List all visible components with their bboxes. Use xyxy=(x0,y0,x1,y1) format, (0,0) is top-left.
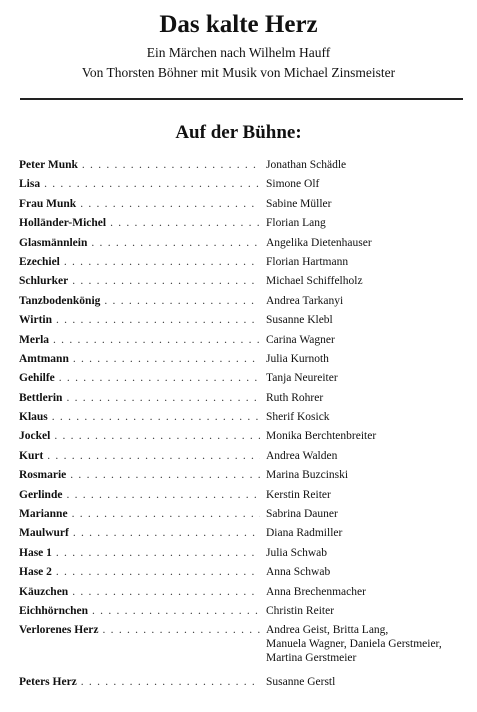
role-name: Ezechiel xyxy=(19,255,60,268)
actor-name: Andrea Tarkanyi xyxy=(266,294,344,307)
actor-name-line: Andrea Geist, Britta Lang, xyxy=(266,624,389,637)
dot-leader xyxy=(54,429,260,443)
role-name: Amtmann xyxy=(19,352,69,365)
role-name: Käuzchen xyxy=(19,585,69,598)
cast-row xyxy=(19,255,469,274)
actor-name: Monika Berchtenbreiter xyxy=(266,430,377,443)
cast-row xyxy=(19,546,469,565)
actor-name: Diana Radmiller xyxy=(266,527,343,540)
cast-row xyxy=(19,236,469,255)
role-name: Peter Munk xyxy=(19,159,78,171)
actor-name: Anna Schwab xyxy=(266,566,331,579)
actor-name: Sherif Kosick xyxy=(266,411,330,424)
role-name: Wirtin xyxy=(19,314,53,327)
dot-leader xyxy=(80,197,260,211)
cast-row xyxy=(19,675,469,694)
role-name: Hase 2 xyxy=(19,566,52,579)
role-name: Kurt xyxy=(19,449,44,462)
cast-row xyxy=(19,274,469,293)
actor-name: Susanne Gerstl xyxy=(266,676,336,689)
cast-row xyxy=(19,623,469,675)
cast-row xyxy=(19,488,469,507)
actor-names xyxy=(260,623,466,665)
actor-name: Simone Olf xyxy=(266,178,320,191)
dot-leader xyxy=(72,507,260,521)
dot-leader xyxy=(103,623,260,637)
dot-leader xyxy=(66,488,260,502)
cast-row xyxy=(19,585,469,604)
role-name: Verlorenes Herz xyxy=(19,624,99,637)
dot-leader xyxy=(91,236,260,250)
actor-name: Angelika Dietenhauser xyxy=(266,236,372,249)
role-name: Rosmarie xyxy=(19,469,67,482)
actor-name-line: Manuela Wagner, Daniela Gerstmeier, xyxy=(266,638,442,651)
role-name: Jockel xyxy=(19,430,51,443)
role-name: Lisa xyxy=(19,178,41,191)
actor-name: Sabine Müller xyxy=(266,197,332,210)
dot-leader xyxy=(82,158,260,172)
cast-row xyxy=(19,352,469,371)
cast-row xyxy=(19,468,469,487)
actor-name: Marina Buzcinski xyxy=(266,469,349,482)
dot-leader xyxy=(70,468,260,482)
actor-name-line: Martina Gerstmeier xyxy=(266,652,357,665)
role-name: Schlurker xyxy=(19,275,69,288)
actor-name: Kerstin Reiter xyxy=(266,488,331,501)
dot-leader xyxy=(92,604,260,618)
actor-name: Jonathan Schädle xyxy=(266,159,347,171)
cast-row xyxy=(19,216,469,235)
actor-name: Ruth Rohrer xyxy=(266,391,324,404)
cast-row xyxy=(19,294,469,313)
dot-leader xyxy=(53,333,260,347)
dot-leader xyxy=(47,449,260,463)
cast-row xyxy=(19,449,469,468)
actor-name: Andrea Walden xyxy=(266,449,338,462)
role-name: Klaus xyxy=(19,411,48,424)
role-name: Maulwurf xyxy=(19,527,69,540)
cast-row xyxy=(19,507,469,526)
cast-list xyxy=(19,158,469,695)
cast-row xyxy=(19,526,469,545)
dot-leader xyxy=(56,313,260,327)
actor-name: Florian Hartmann xyxy=(266,255,349,268)
dot-leader xyxy=(64,255,260,269)
role-name: Marianne xyxy=(19,508,68,521)
cast-row xyxy=(19,565,469,584)
role-name: Gehilfe xyxy=(19,372,55,385)
actor-name: Florian Lang xyxy=(266,217,326,230)
header-divider xyxy=(20,98,463,100)
cast-row xyxy=(19,391,469,410)
actor-name: Sabrina Dauner xyxy=(266,508,338,521)
cast-row xyxy=(19,313,469,332)
dot-leader xyxy=(52,410,260,424)
actor-name: Julia Kurnoth xyxy=(266,352,329,365)
role-name: Tanzbodenkönig xyxy=(19,294,101,307)
role-name: Frau Munk xyxy=(19,197,77,210)
dot-leader xyxy=(104,294,260,308)
page-title: Das kalte Herz xyxy=(159,11,318,38)
cast-row xyxy=(19,197,469,216)
dot-leader xyxy=(72,274,260,288)
cast-row xyxy=(19,429,469,448)
actor-name: Carina Wagner xyxy=(266,333,335,346)
role-name: Bettlerin xyxy=(19,391,63,404)
subtitle-credits: Von Thorsten Böhner mit Musik von Michael Zinsmeister xyxy=(81,65,396,80)
actor-name: Christin Reiter xyxy=(266,604,335,617)
dot-leader xyxy=(73,526,260,540)
actor-name: Michael Schiffelholz xyxy=(266,275,363,288)
dot-leader xyxy=(66,391,260,405)
actor-name: Susanne Klebl xyxy=(266,314,333,327)
role-name: Eichhörnchen xyxy=(19,604,89,617)
dot-leader xyxy=(81,675,260,689)
actor-name: Tanja Neureiter xyxy=(266,372,338,385)
dot-leader xyxy=(56,546,260,560)
cast-row xyxy=(19,371,469,390)
cast-row xyxy=(19,333,469,352)
cast-row xyxy=(19,158,469,177)
role-name: Glasmännlein xyxy=(19,236,88,249)
cast-row xyxy=(19,177,469,196)
actor-name: Anna Brechenmacher xyxy=(266,585,366,598)
actor-name: Julia Schwab xyxy=(266,546,328,559)
dot-leader xyxy=(73,352,260,366)
dot-leader xyxy=(56,565,260,579)
cast-row xyxy=(19,410,469,429)
dot-leader xyxy=(72,585,260,599)
section-title: Auf der Bühne: xyxy=(175,122,302,143)
subtitle-source: Ein Märchen nach Wilhelm Hauff xyxy=(146,45,331,60)
role-name: Holländer-Michel xyxy=(19,217,107,230)
role-name: Hase 1 xyxy=(19,546,52,559)
cast-row xyxy=(19,604,469,623)
role-name: Gerlinde xyxy=(19,488,63,501)
role-name: Peters Herz xyxy=(19,676,77,689)
role-name: Merla xyxy=(19,333,50,346)
dot-leader xyxy=(59,371,260,385)
dot-leader xyxy=(110,216,260,230)
dot-leader xyxy=(44,177,260,191)
